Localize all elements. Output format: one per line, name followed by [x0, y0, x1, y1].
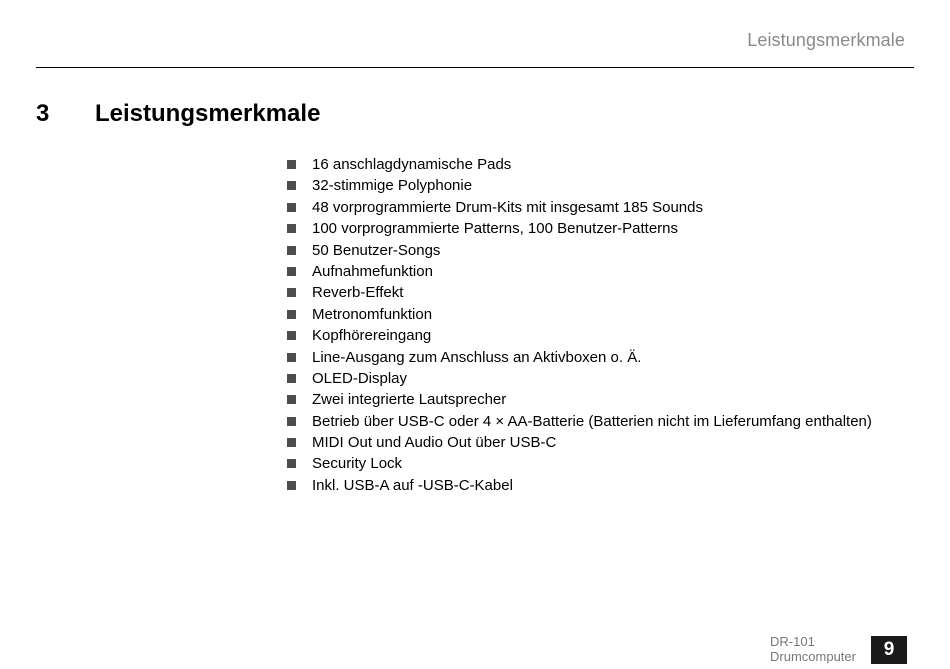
feature-list-item: [286, 240, 872, 261]
feature-list-item: [286, 432, 872, 453]
feature-list-item: [286, 411, 872, 432]
feature-text: Betrieb über USB-C oder 4 × AA-Batterie (Batterien nicht im Lieferumfang enthalten): [312, 412, 872, 430]
square-bullet-icon: [287, 459, 296, 468]
feature-list-item: [286, 475, 872, 496]
header-divider: [36, 67, 914, 68]
feature-list-item: [286, 197, 872, 218]
running-header-title: Leistungsmerkmale: [747, 30, 905, 50]
square-bullet-icon: [287, 160, 296, 169]
feature-text: Kopfhörereingang: [312, 327, 432, 345]
feature-list-item: [286, 261, 872, 282]
section-title: Leistungsmerkmale: [95, 100, 321, 127]
page-number: 9: [871, 636, 907, 664]
feature-list-item: [286, 218, 872, 239]
feature-list-item: [286, 453, 872, 474]
feature-list-item: [286, 154, 872, 175]
square-bullet-icon: [287, 417, 296, 426]
feature-text: Zwei integrierte Lautsprecher: [312, 391, 507, 409]
square-bullet-icon: [287, 181, 296, 190]
square-bullet-icon: [287, 203, 296, 212]
feature-text: 50 Benutzer-Songs: [312, 241, 441, 259]
feature-list-item: [286, 282, 872, 303]
feature-list-item: [286, 389, 872, 410]
feature-text: Reverb-Effekt: [312, 284, 404, 302]
feature-text: 16 anschlagdynamische Pads: [312, 156, 512, 173]
feature-text: Aufnahmefunktion: [312, 262, 433, 280]
section-number: 3: [36, 100, 50, 127]
square-bullet-icon: [287, 353, 296, 362]
square-bullet-icon: [287, 267, 296, 276]
feature-list-item: [286, 347, 872, 368]
square-bullet-icon: [287, 246, 296, 255]
footer-model: DR-101: [770, 634, 815, 649]
feature-list: [286, 154, 872, 496]
feature-text: MIDI Out und Audio Out über USB-C: [312, 434, 557, 452]
square-bullet-icon: [287, 331, 296, 340]
square-bullet-icon: [287, 374, 296, 383]
section-heading: [36, 98, 320, 130]
square-bullet-icon: [287, 481, 296, 490]
feature-text: Inkl. USB-A auf -USB-C-Kabel: [312, 476, 513, 494]
square-bullet-icon: [287, 438, 296, 447]
feature-text: Metronomfunktion: [312, 305, 433, 323]
feature-text: 100 vorprogrammierte Patterns, 100 Benutzer-Patterns: [312, 220, 679, 238]
feature-list-item: [286, 325, 872, 346]
footer-product-name: Drumcomputer: [770, 649, 856, 664]
feature-text: Line-Ausgang zum Anschluss an Aktivboxen o. Ä.: [312, 348, 642, 366]
square-bullet-icon: [287, 224, 296, 233]
square-bullet-icon: [287, 310, 296, 319]
feature-text: 32-stimmige Polyphonie: [312, 177, 473, 195]
feature-text: Security Lock: [312, 455, 403, 473]
feature-list-item: [286, 304, 872, 325]
square-bullet-icon: [287, 395, 296, 404]
feature-text: 48 vorprogrammierte Drum-Kits mit insgesamt 185 Sounds: [312, 198, 703, 216]
feature-list-item: [286, 368, 872, 389]
feature-text: OLED-Display: [312, 369, 408, 387]
feature-list-item: [286, 175, 872, 196]
square-bullet-icon: [287, 288, 296, 297]
